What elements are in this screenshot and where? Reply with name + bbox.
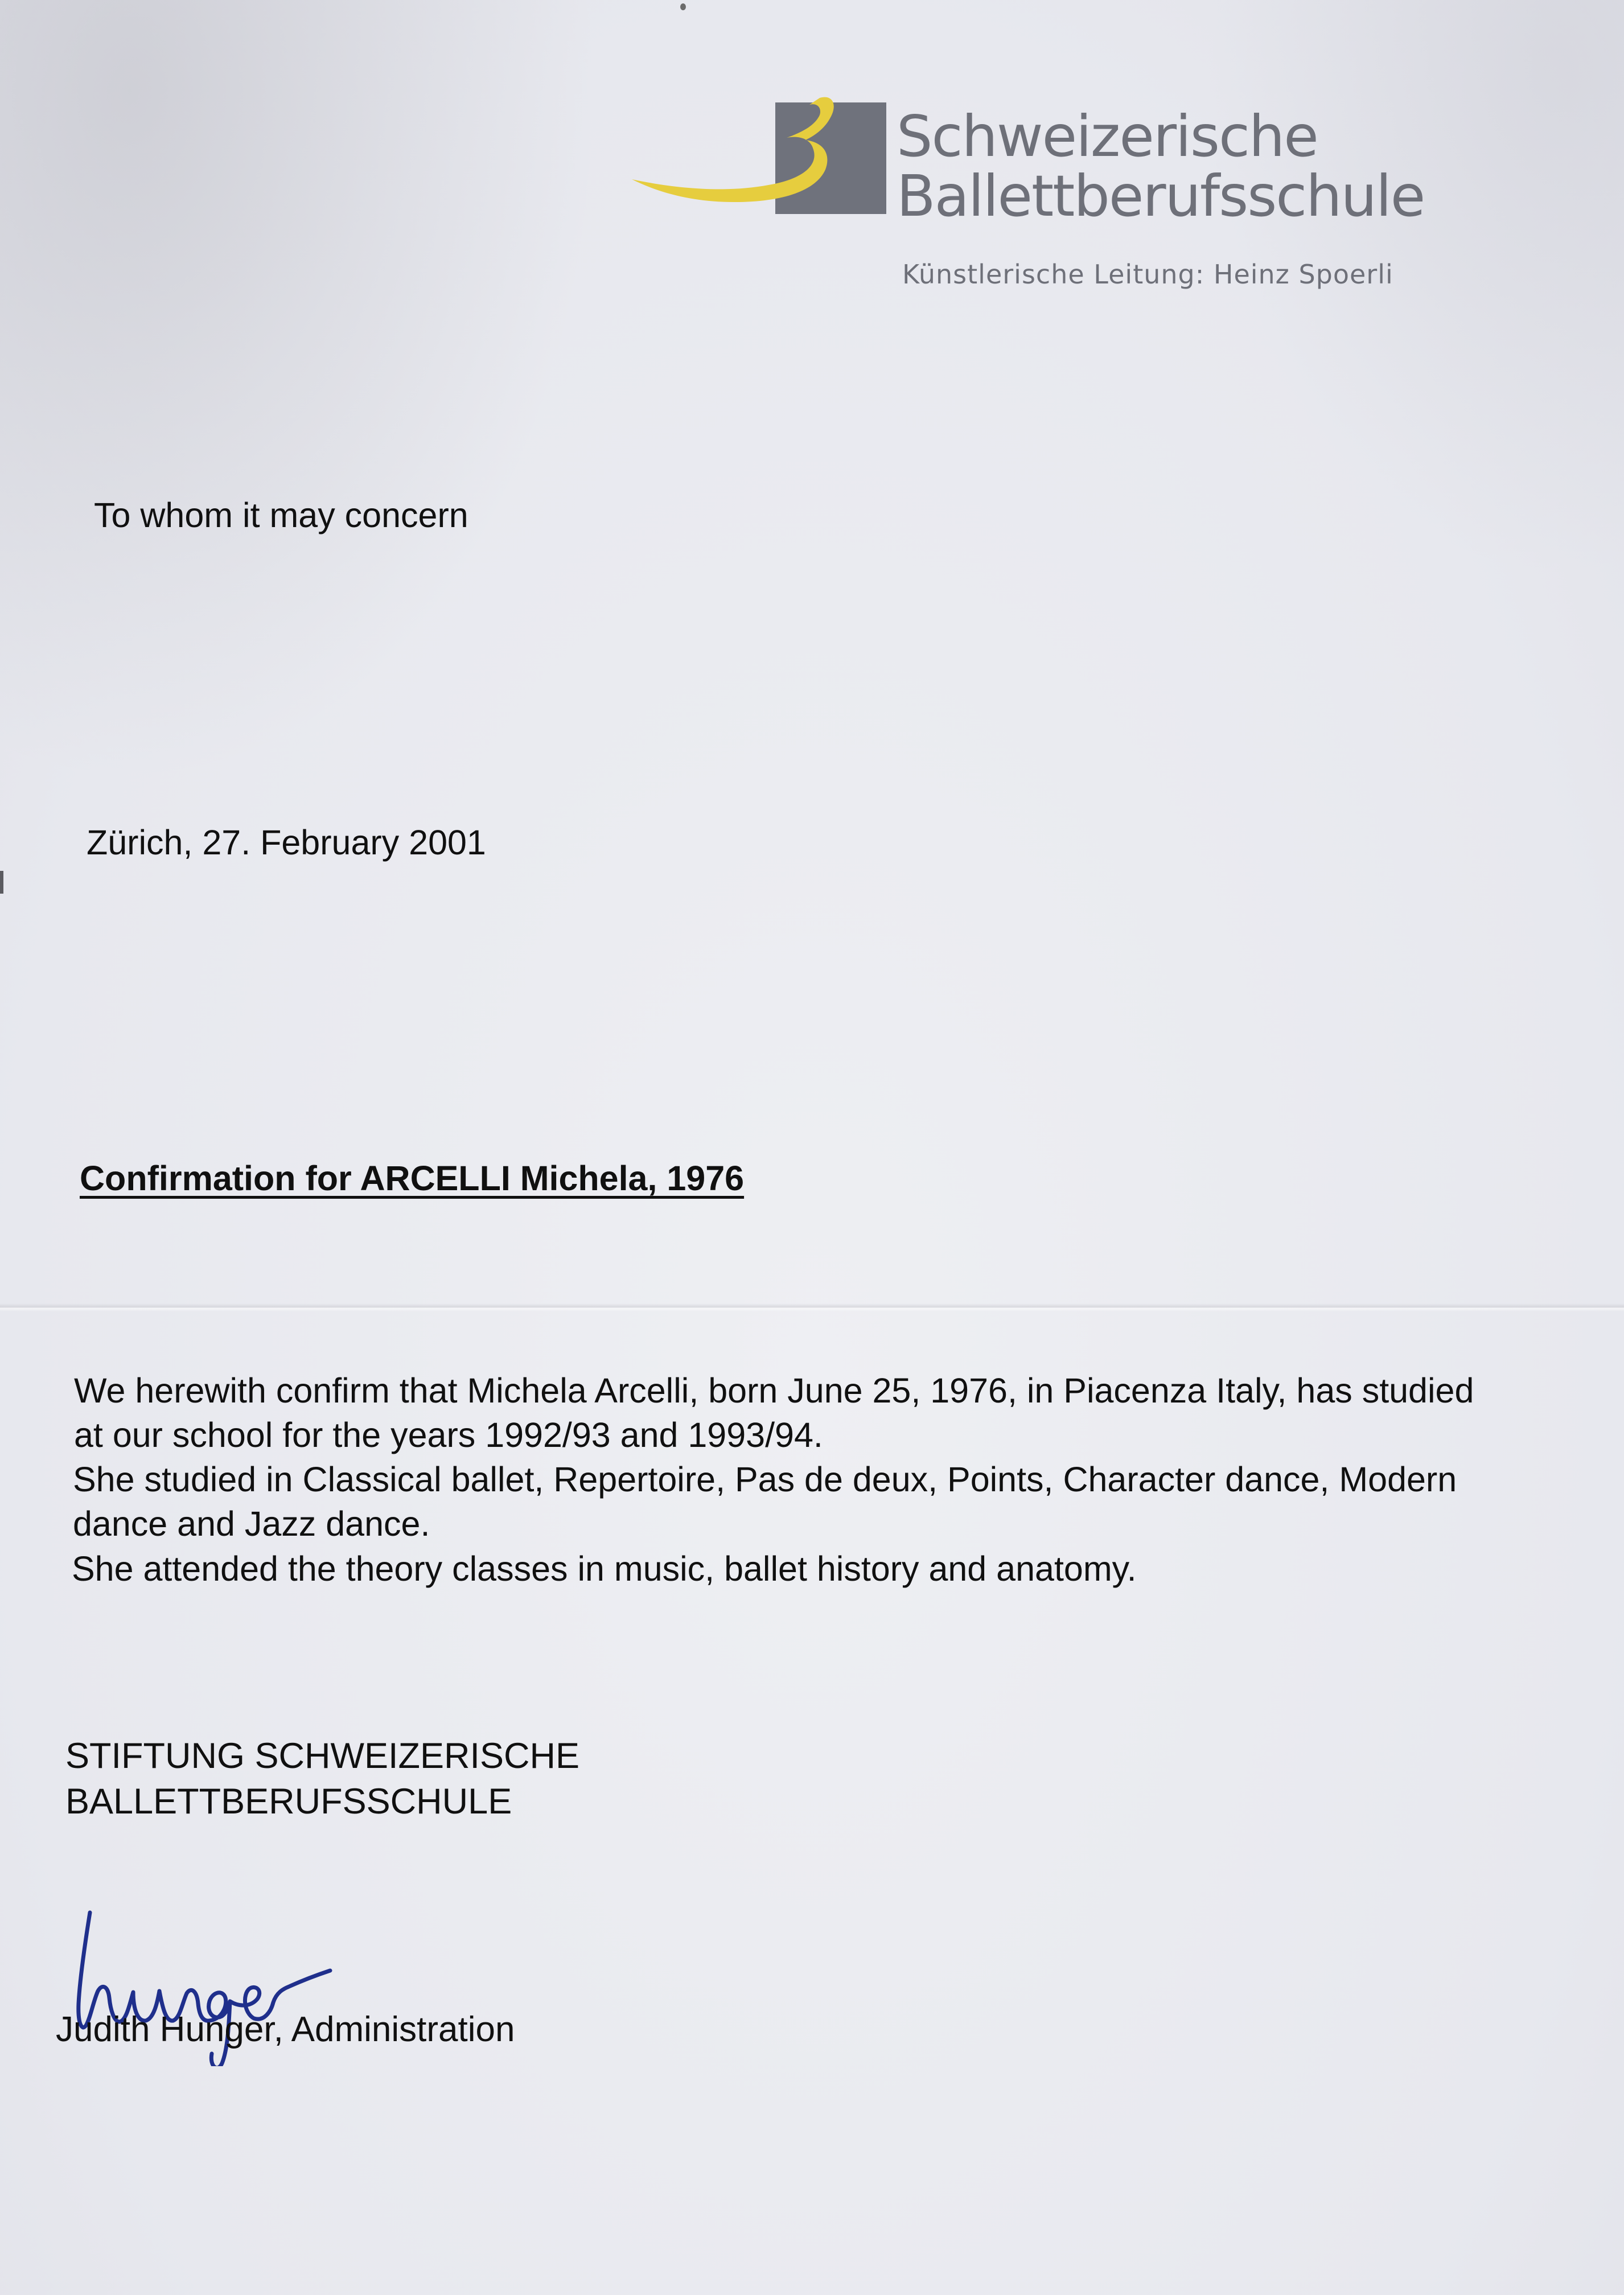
body-paragraph-2 <box>73 1457 1457 1546</box>
school-name-line1: Schweizerische <box>897 103 1318 170</box>
salutation: To whom it may concern <box>94 496 468 534</box>
paper-edge-mark <box>0 871 3 894</box>
body-line: at our school for the years 1992/93 and 1993/94. <box>74 1416 823 1454</box>
foundation-line: STIFTUNG SCHWEIZERISCHE <box>65 1736 580 1776</box>
foundation-name <box>65 1733 579 1824</box>
body-line: She studied in Classical ballet, Repertoire, Pas de deux, Points, Character dance, Modern <box>73 1460 1457 1499</box>
school-logo-icon <box>632 85 894 222</box>
subject-line: Confirmation for ARCELLI Michela, 1976 <box>80 1159 745 1198</box>
body-line: We herewith confirm that Michela Arcelli, born June 25, 1976, in Piacenza Italy, has studied <box>74 1371 1474 1410</box>
body-line: She attended the theory classes in music, ballet history and anatomy. <box>72 1549 1137 1588</box>
body-line: dance and Jazz dance. <box>73 1504 430 1543</box>
place-date: Zürich, 27. February 2001 <box>87 823 486 862</box>
school-name-line2: Ballettberufsschule <box>897 163 1425 229</box>
logo-square <box>775 102 886 214</box>
body-paragraph-1 <box>74 1368 1474 1457</box>
artistic-direction: Künstlerische Leitung: Heinz Spoerli <box>902 259 1393 290</box>
signatory-name: Judith Hunger, Administration <box>56 2010 515 2049</box>
fold-crease <box>0 1303 1624 1311</box>
foundation-line: BALLETTBERUFSSCHULE <box>65 1782 512 1821</box>
body-paragraph-3 <box>72 1547 1137 1591</box>
paper-speck <box>680 3 686 10</box>
